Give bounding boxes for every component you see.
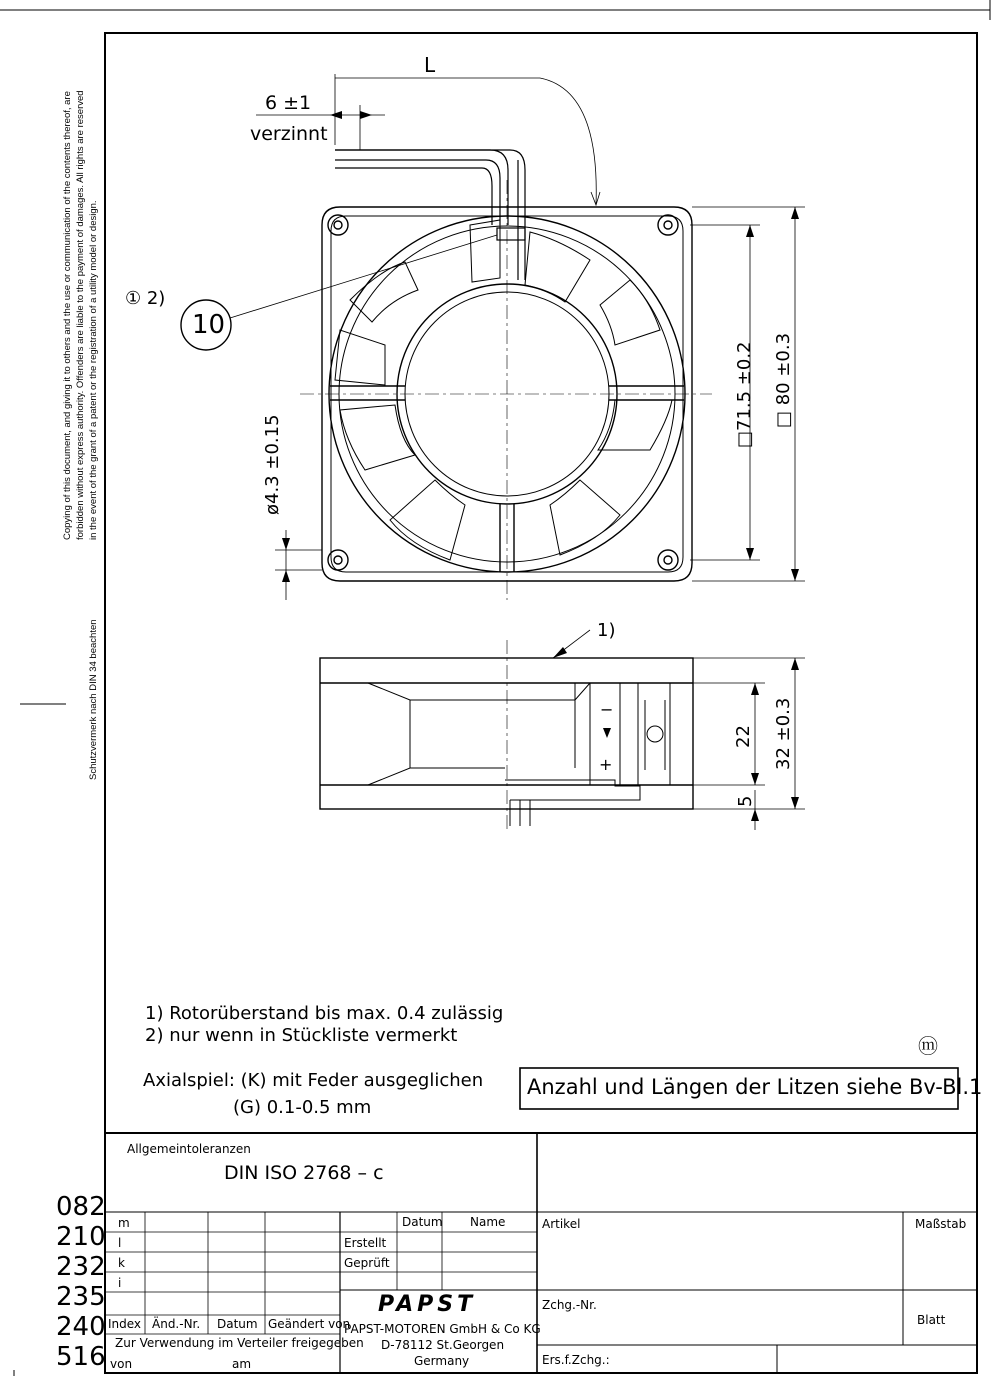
header-change-number: Änd.-Nr.: [152, 1317, 201, 1331]
company-logo: PAPST: [378, 1292, 477, 1317]
revision-number: 232: [56, 1252, 106, 1282]
m-mark: ⓜ: [918, 1034, 938, 1058]
label-tinned: verzinnt: [250, 123, 328, 145]
label-from: von: [110, 1357, 133, 1371]
copyright-notice-line1: Copying of this document, and giving it to others and the use or communication of the contents thereof, are: [62, 91, 73, 540]
tolerances-label: Allgemeintoleranzen: [127, 1142, 251, 1156]
label-replaces-drawing: Ers.f.Zchg.:: [542, 1353, 610, 1367]
callout-10: 10: [192, 310, 226, 340]
dim-depth-inner: 22: [733, 725, 754, 748]
row-l: l: [118, 1236, 122, 1250]
company-name: PAPST-MOTOREN GmbH & Co KG: [344, 1322, 541, 1336]
dim-depth-total: 32 ±0.3: [773, 697, 794, 770]
distribution-release: Zur Verwendung im Verteiler freigegeben: [115, 1336, 364, 1350]
dim-hole-diameter: ø4.3 ±0.15: [262, 414, 283, 515]
dim-L: L: [424, 53, 436, 77]
header-date-2: Datum: [402, 1215, 443, 1229]
revision-number: 240: [56, 1312, 106, 1342]
polarity-minus: −: [600, 700, 614, 719]
dim-strip-length: 6 ±1: [265, 92, 312, 114]
header-date: Datum: [217, 1317, 258, 1331]
row-k: k: [118, 1256, 125, 1270]
company-address: D-78112 St.Georgen: [381, 1338, 505, 1352]
label-article: Artikel: [542, 1217, 581, 1231]
copyright-notice-line2: forbidden without express authority. Offenders are liable to the payment of damages. All rights are reserved: [75, 90, 86, 540]
label-created: Erstellt: [344, 1236, 387, 1250]
label-scale: Maßstab: [915, 1217, 967, 1231]
din-protection-note: Schutzvermerk nach DIN 34 beachten: [88, 619, 99, 780]
dim-frame-size: □ 80 ±0.3: [773, 332, 794, 428]
row-m: m: [118, 1216, 130, 1230]
note-parts-list: 2) nur wenn in Stückliste vermerkt: [145, 1025, 458, 1046]
copyright-notice-line3: in the event of the grant of a patent or the registration of a utility model or design.: [88, 200, 99, 540]
label-drawing-number: Zchg.-Nr.: [542, 1298, 597, 1312]
note-axial-play: Axialspiel: (K) mit Feder ausgeglichen: [143, 1070, 484, 1091]
header-changed-by: Geändert von: [268, 1317, 351, 1331]
label-checked: Geprüft: [344, 1256, 390, 1270]
note-axial-play-g: (G) 0.1-0.5 mm: [233, 1097, 372, 1118]
note-marker: ① 2): [125, 288, 166, 309]
litzen-note: Anzahl und Längen der Litzen siehe Bv-Bl.1: [527, 1075, 983, 1099]
header-index: Index: [108, 1317, 142, 1331]
polarity-plus: +: [599, 755, 613, 774]
label-at: am: [232, 1357, 252, 1371]
dim-offset: 5: [735, 795, 756, 807]
company-country: Germany: [414, 1354, 470, 1368]
header-name: Name: [470, 1215, 506, 1229]
tolerances-value: DIN ISO 2768 – c: [224, 1162, 384, 1184]
revision-number: 235: [56, 1282, 106, 1312]
side-note-1: 1): [597, 620, 616, 641]
label-sheet: Blatt: [917, 1313, 946, 1327]
row-i: i: [118, 1276, 122, 1290]
dim-hole-pitch: □71.5 ±0.2: [734, 341, 755, 448]
note-rotor-overhang: 1) Rotorüberstand bis max. 0.4 zulässig: [145, 1003, 504, 1024]
revision-number: 082: [56, 1192, 106, 1222]
revision-number: 210: [56, 1222, 106, 1252]
revision-number: 516: [56, 1342, 106, 1372]
